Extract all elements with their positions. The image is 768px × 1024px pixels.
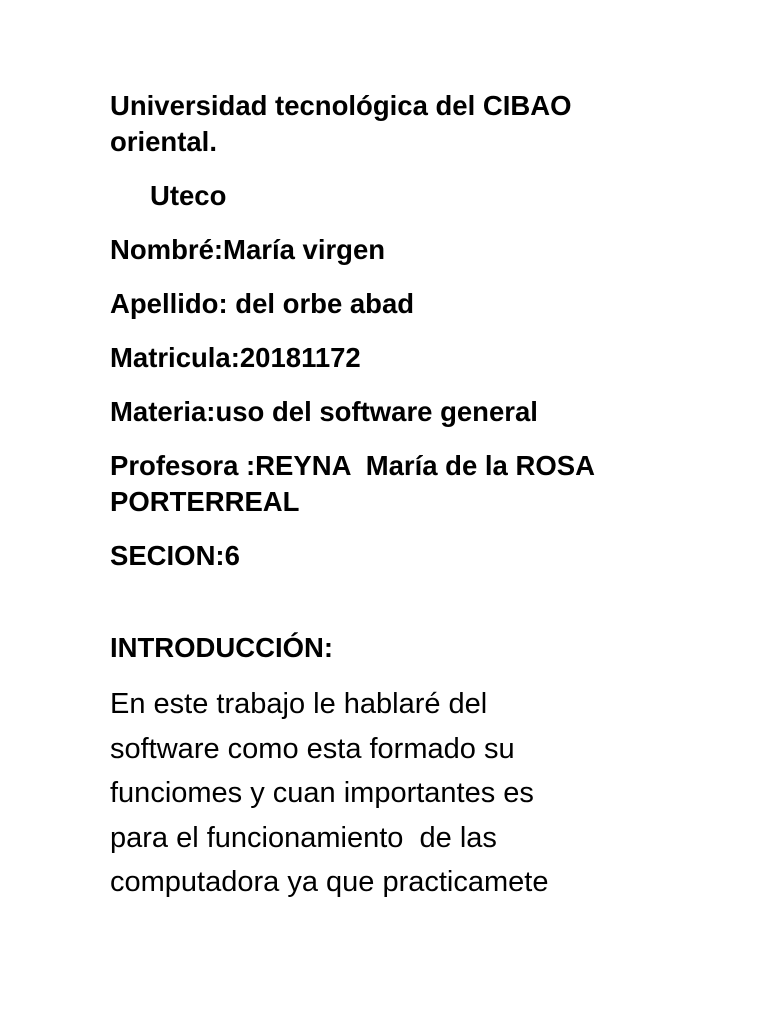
paragraph-line: funciomes y cuan importantes es xyxy=(110,777,534,809)
university-line-2: oriental. xyxy=(110,126,217,157)
student-name: Nombré:María virgen xyxy=(110,234,386,265)
paragraph-line: computadora ya que practicamete xyxy=(110,866,549,898)
paragraph-line: para el funcionamiento de las xyxy=(110,821,497,854)
introduction-heading: INTRODUCCIÓN: xyxy=(110,632,334,663)
paragraph-line: En este trabajo le hablaré del xyxy=(110,688,488,720)
introduction-paragraph xyxy=(110,682,730,905)
university-acronym: Uteco xyxy=(150,180,227,211)
student-surname: Apellido: del orbe abad xyxy=(110,288,415,319)
paragraph-line: software como esta formado su xyxy=(110,732,515,765)
teacher-line-2: PORTERREAL xyxy=(110,486,300,517)
university-line-1: Universidad tecnológica del CIBAO xyxy=(110,90,572,121)
section-number: SECION:6 xyxy=(110,540,240,571)
subject-name: Materia:uso del software general xyxy=(110,396,538,427)
student-enrollment: Matricula:20181172 xyxy=(110,342,361,373)
document-content xyxy=(110,88,730,905)
teacher-line-1: Profesora :REYNA María de la ROSA xyxy=(110,450,595,481)
